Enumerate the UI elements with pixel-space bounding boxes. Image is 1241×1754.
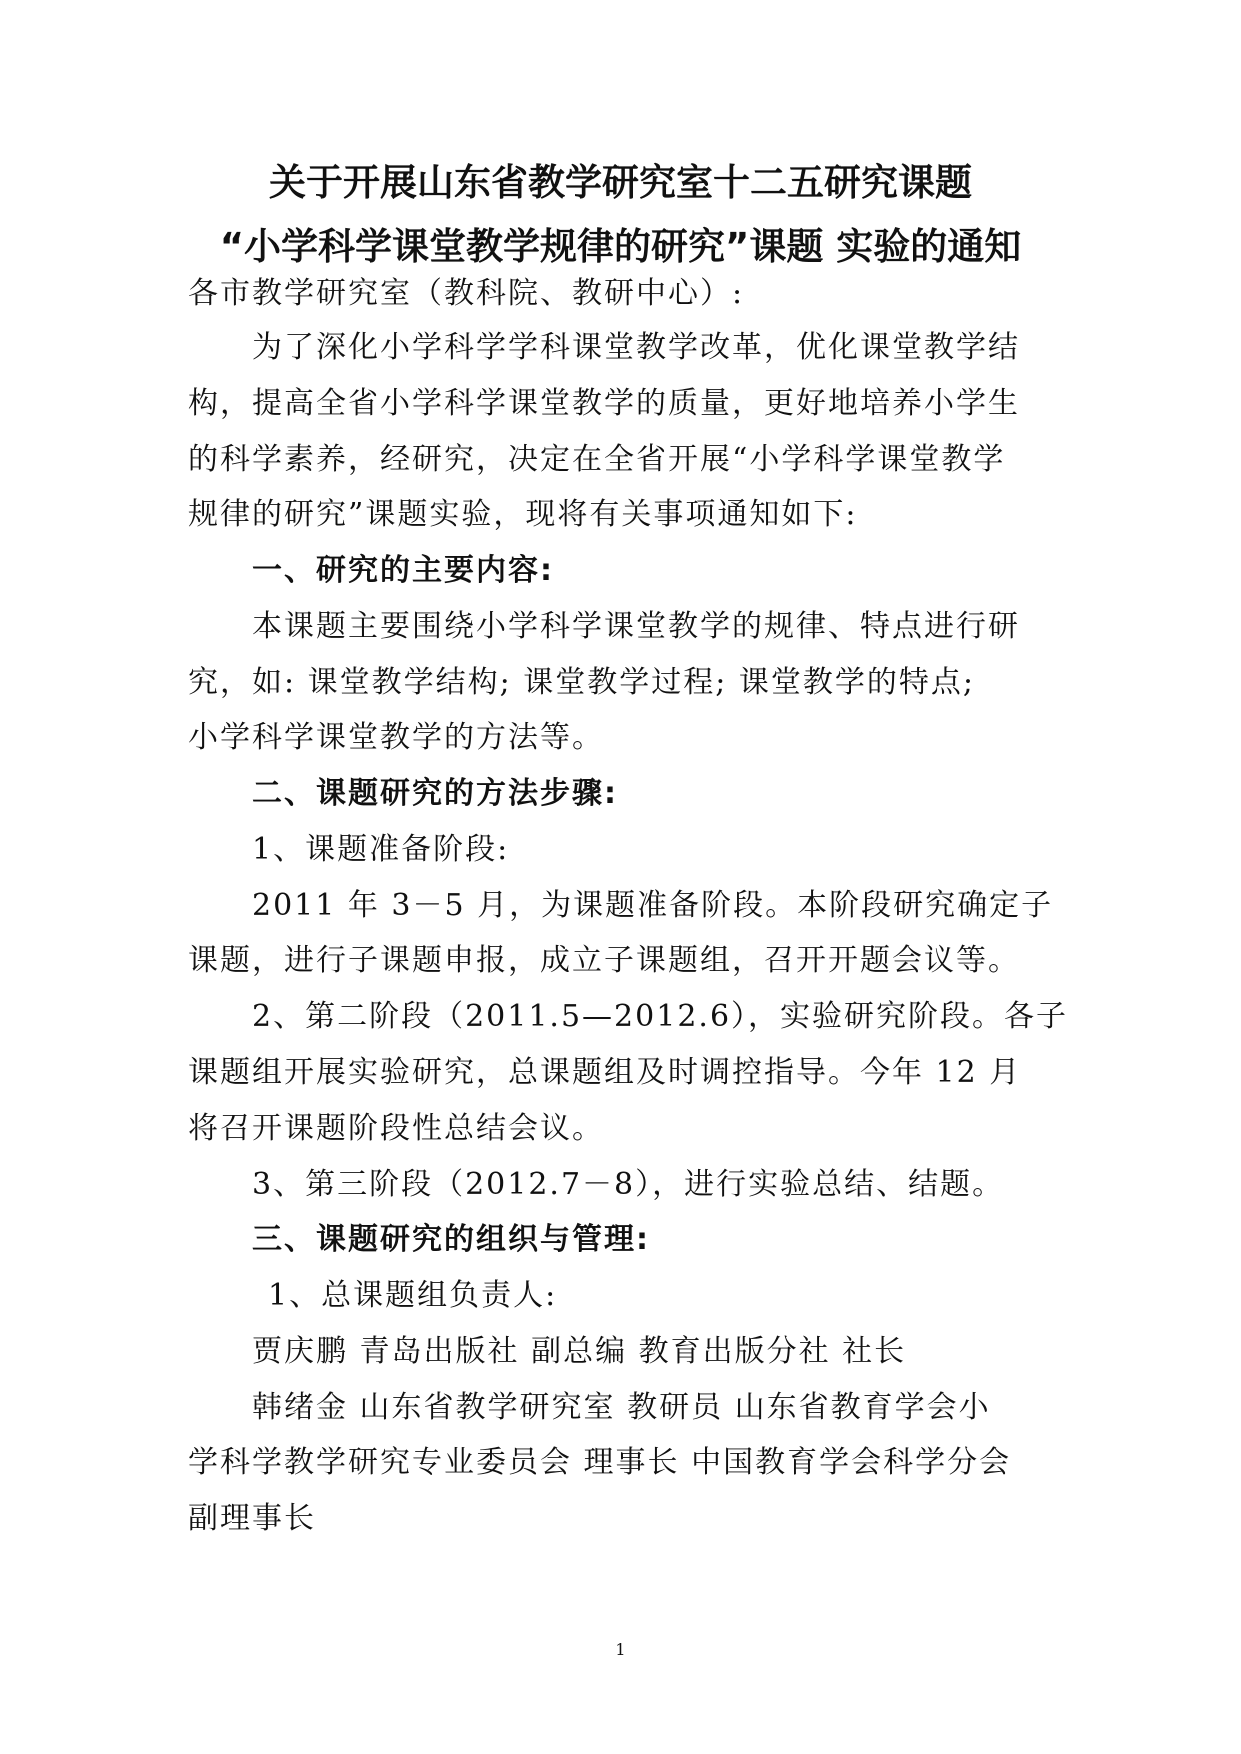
person-2-line: 学科学教学研究专业委员会 理事长 中国教育学会科学分会 xyxy=(188,1445,1012,1480)
step-2-line: 将召开课题阶段性总结会议。 xyxy=(188,1111,604,1146)
section-3-heading: 三、课题研究的组织与管理: xyxy=(252,1222,650,1257)
section-3-sub-1: 1、总课题组负责人: xyxy=(268,1278,558,1313)
intro-line: 构，提高全省小学科学课堂教学的质量，更好地培养小学生 xyxy=(188,386,1020,421)
step-2-line: 课题组开展实验研究，总课题组及时调控指导。今年 12 月 xyxy=(188,1055,1022,1090)
person-1: 贾庆鹏 青岛出版社 副总编 教育出版分社 社长 xyxy=(252,1334,907,1369)
person-2-line: 韩绪金 山东省教学研究室 教研员 山东省教育学会小 xyxy=(252,1390,991,1425)
person-2-line: 副理事长 xyxy=(188,1501,316,1536)
section-1-line: 本课题主要围绕小学科学课堂教学的规律、特点进行研 xyxy=(252,609,1020,644)
section-1-heading: 一、研究的主要内容: xyxy=(252,553,554,588)
intro-line: 规律的研究”课题实验，现将有关事项通知如下: xyxy=(188,497,858,532)
intro-line: 为了深化小学科学学科课堂教学改革，优化课堂教学结 xyxy=(252,330,1020,365)
salutation: 各市教学研究室（教科院、教研中心）: xyxy=(188,276,745,311)
section-2-heading: 二、课题研究的方法步骤: xyxy=(252,776,618,811)
step-3-line: 3、第三阶段（2012.7－8），进行实验总结、结题。 xyxy=(252,1167,1005,1202)
page-number: 1 xyxy=(615,1640,626,1659)
section-1-line: 究，如: 课堂教学结构; 课堂教学过程; 课堂教学的特点; xyxy=(188,665,976,700)
step-1-label: 1、课题准备阶段: xyxy=(252,832,510,867)
document-title-line-1: 关于开展山东省教学研究室十二五研究课题 xyxy=(269,161,972,204)
step-2-line: 2、第二阶段（2011.5—2012.6），实验研究阶段。各子 xyxy=(252,999,1069,1034)
section-1-line: 小学科学课堂教学的方法等。 xyxy=(188,720,604,755)
document-title-line-2: “小学科学课堂教学规律的研究”课题 实验的通知 xyxy=(219,225,1022,268)
step-1-line: 2011 年 3－5 月，为课题准备阶段。本阶段研究确定子 xyxy=(252,888,1054,923)
intro-line: 的科学素养，经研究，决定在全省开展“小学科学课堂教学 xyxy=(188,442,1006,477)
step-1-line: 课题，进行子课题申报，成立子课题组，召开开题会议等。 xyxy=(188,943,1020,978)
